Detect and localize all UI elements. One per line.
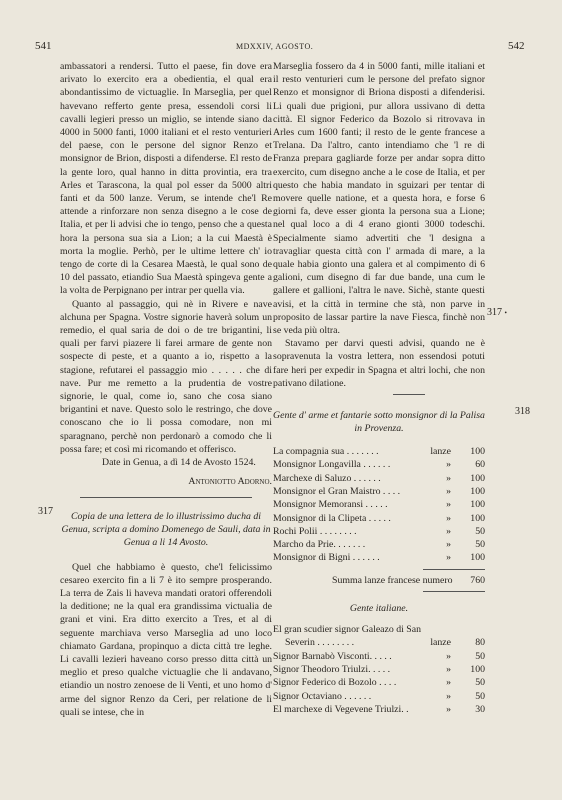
margin-number-318: 318 xyxy=(515,406,530,417)
list-item: La compagnia sua . . . . . . . lanze 100 xyxy=(273,446,485,458)
section-divider xyxy=(80,497,252,498)
list-item: Marcho da Prie. . . . . . . » 50 xyxy=(273,539,485,551)
sum-label: Summa lanze francese numero xyxy=(332,574,453,586)
list-item: Monsignor di la Clipeta . . . . . » 100 xyxy=(273,512,485,524)
paragraph-left-3: Quel che habbiamo è questo, che'l felicissimo cesareo exercito fin a li 7 è ito sempre prosperando. La terra de Zais li haveva mandati oratori offerendoli la deditione; ne la qual era grandissima victualia de grani et vini. Era ditto exercito a Tres, et al di seguente marchiava verso Marseglia ad uno loco chiamato Gardana, propinquo a dicta città tre leghe. Li cavalli lezieri haveano corso presso ditta città un meglio et preso qualche victuaglie che li andavano, etiandio un nostro zenoese de li Venti, et uno homo d' arme del signor Renzo da Ceri, per relatione de li quali se intese, che in xyxy=(60,561,272,718)
list-item: El marchexe di Vegevene Triulzi. . » 30 xyxy=(273,703,485,715)
list-item: Monsignor di Bigni . . . . . . » 100 xyxy=(273,552,485,564)
list-item: Monsignor el Gran Maistro . . . . » 100 xyxy=(273,485,485,497)
paragraph-right-2: Stavamo per darvi questi advisi, quando ne è sopravenuta la vostra lettera, non essendosi potuti fare heri per expedir in Spagna et altri lochi, che non pativano dilatione. xyxy=(273,338,485,389)
section-divider-right xyxy=(393,394,425,395)
italian-troops-list xyxy=(273,623,485,716)
margin-number-317-right: 317 • xyxy=(487,307,507,318)
sum-divider xyxy=(423,569,485,570)
list-item: Monsignor Memoransi . . . . . » 100 xyxy=(273,499,485,511)
margin-number-317-left: 317 xyxy=(38,506,53,517)
letter-date: Date in Genua, a dì 14 de Avosto 1524. xyxy=(102,457,256,469)
list-item: Monsignor Longavilla . . . . . . » 60 xyxy=(273,459,485,471)
list-item: Signor Federico di Bozolo . . . . » 50 xyxy=(273,677,485,689)
list-item: Signor Theodoro Triulzi. . . . . » 100 xyxy=(273,664,485,676)
paragraph-right-1: Marseglia fossero da 4 in 5000 fanti, mille italiani et il resto venturieri cum le persone del prefato signor Renzo et monsignor di Briona disposti a difenderisi. Li quali due prigioni, pur allora ussivano di detta città. El signor Federico da Bozolo si ritrovava in Arles cum 1600 fanti; il resto de le gente francese a Trelana. Da l'altro, canto intendiamo che 'l re di Franza prepara gagliarde forze per andar sopra ditto exercito, cum disegno anche a le cose de Italia, et per questo che habia mandato in sguizari per tentar di movere quelle natione, et a questa hora, e forse 6 giorni fa, deve esser gionta la persona sua a Lione; nel qual loco a di 4 erano gionti 3000 todeschi. Specialmente siamo advertiti che 'l designa a travagliar questa città con l' armada di mare, a la quale habia gionto una galera et al compimento di 6 galioni, cum disegno di far due bande, una cum le gallere et gallioni, l'altra le nave. Sichè, stante questi avisi, et la città in termine che stà, non parve in proposito de lassar partire la nave Fiesca, finchè non se veda più oltra. xyxy=(273,61,485,337)
sum-row xyxy=(273,574,485,587)
list-item: Marchexe di Saluzo . . . . . . » 100 xyxy=(273,472,485,484)
list-item: Signor Barnabò Visconti. . . . . » 50 xyxy=(273,650,485,662)
troops-list-title: Gente d' arme et fantarie sotto monsignor di la Palisa in Provenza. xyxy=(273,410,485,435)
sum-value: 760 xyxy=(470,574,485,586)
paragraph-left-1: ambassatori a rendersi. Tutto el paese, fin dove era arivato lo exercito era a obedientia, el qual era abondantissimo de victuaglie. In Marseglia, per quel havevano refferto gente presa, essendoli corsi li cavalli legieri presso un miglio, se intende siano da 4000 in 5000 fanti, 1000 italiani et el resto venturieri del paese, con le persone del signor Renzo et monsignor de Brion, disposti a difenderse. El resto de la gente loro, qual hanno in ditta provintia, era tra Arles et Tarascona, la qual pol esser da 5000 altri fanti et da 500 lanze. Verum, se intende che'l Re attende a rinforzare non senza disegno a le cose de Italia, et per li advisi che io tengo, penso che a questa hora la persona sua sia a Lion; a la cui Maestà è morta la moglie. Perhò, per le ultime lettere ch' io tengo de corte di la Cesarea Maestà, le qual sono de 10 del passato, etiandio Sua Maestà spingeva gente a la volta de Perpignano per intrar per quella via. xyxy=(60,61,272,297)
running-title: MDXXIV, AGOSTO. xyxy=(236,42,314,51)
french-troops-list xyxy=(273,445,485,565)
list-item: Severin . . . . . . . . lanze 80 xyxy=(285,637,485,649)
list-item-first-line: El gran scudier signor Galeazo di San xyxy=(273,624,421,636)
right-column xyxy=(273,60,485,716)
page-number-left: 541 xyxy=(35,40,52,52)
letter-signature: Antoniotto Adorno. xyxy=(188,476,272,488)
sum-divider-bottom xyxy=(423,591,485,592)
document-heading: Copia de una lettera de lo illustrissimo ducha di Genua, scripta a domino Domenego de Sauli, data in Genua a li 14 Avosto. xyxy=(61,510,271,548)
left-column xyxy=(60,60,272,719)
italian-troops-heading: Gente italiane. xyxy=(349,602,409,614)
paragraph-left-2: Quanto al passaggio, qui nè in Rivere e nave alchuna per Spagna. Vostre signorie haverà solum un remedio, el qual saria de doi o de tre brigantini, li quali per farvi piazere li farei armare de gente non sospecte di peste, et a quanto a io, rispetto a la stagione, refutarei el passaggio mio . . . . . che di nave. Pur me remetto a la prudentia de vostre signorie, le qual, come io, sano che cosa siano brigantini et nave. Questo solo le restringo, che dove conoscano che io li possa comodare, non mi sparagnano, perchè non perdonarò a comodo che li possa fare; et così mi ricomando et offerisco. xyxy=(60,298,272,455)
list-item: Rochi Polii . . . . . . . . » 50 xyxy=(273,525,485,537)
list-item: Signor Octaviano . . . . . . » 50 xyxy=(273,690,485,702)
page-number-right: 542 xyxy=(508,40,525,52)
